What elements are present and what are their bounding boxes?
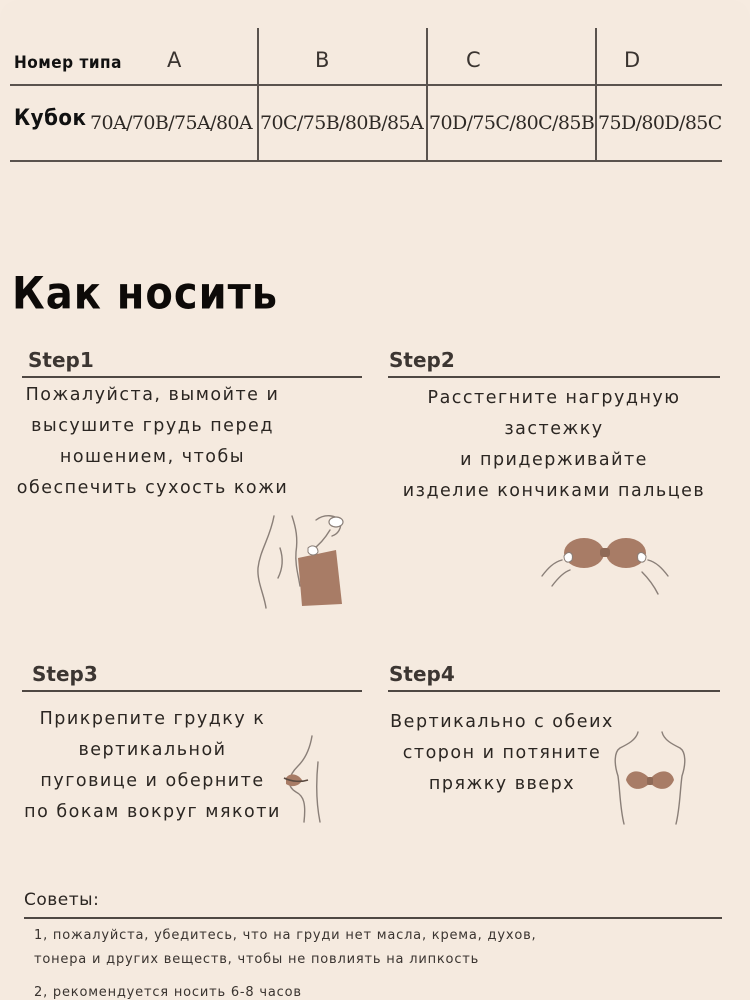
step-2-text: Расстегните нагрудную застежку и придерживайте изделие кончиками пальцев [402, 388, 706, 501]
table-bottom-border [10, 160, 722, 162]
tip-line-1: 1, пожалуйста, убедитесь, что на груди нет масла, крема, духов, [34, 928, 537, 943]
column-letter-b: B [315, 48, 330, 72]
cup-sizes-a: 70A/70B/75A/80A [90, 112, 253, 134]
side-profile-icon [276, 732, 326, 824]
tips-title: Советы: [24, 890, 100, 910]
type-number-header: Номер типа [14, 53, 122, 73]
step-2-label: Step2 [389, 348, 455, 372]
bra-cups-icon [538, 526, 672, 600]
size-table [0, 0, 750, 165]
tip-line-2: тонера и других веществ, чтобы не повлиять на липкость [34, 952, 480, 967]
step-4-rule [388, 690, 720, 692]
how-to-wear-title: Как носить [12, 268, 279, 320]
cup-sizes-b: 70C/75B/80B/85A [260, 112, 424, 134]
table-column-divider [426, 28, 428, 161]
step-3-label: Step3 [32, 662, 98, 686]
tips-rule [24, 917, 722, 919]
table-column-divider [257, 28, 259, 161]
front-torso-icon [610, 730, 690, 826]
cup-sizes-d: 75D/80D/85C [598, 112, 722, 134]
column-letter-a: A [167, 48, 182, 72]
step-1-rule [22, 376, 362, 378]
shower-icon [252, 508, 362, 612]
table-column-divider [595, 28, 597, 161]
step-1-text: Пожалуйста, вымойте и высушите грудь перед ношением, чтобы обеспечить сухость кожи [16, 385, 289, 498]
step-4-label: Step4 [389, 662, 455, 686]
cup-header: Кубок [14, 106, 87, 131]
step-4-text: Вертикально с обеих сторон и потяните пряжку вверх [390, 712, 614, 794]
step-3-text: Прикрепите грудку к вертикальной пуговице и оберните по бокам вокруг мякоти [24, 709, 281, 822]
step-1-label: Step1 [28, 348, 94, 372]
table-row-divider [10, 84, 722, 86]
step-3-rule [22, 690, 362, 692]
column-letter-c: C [466, 48, 481, 72]
cup-sizes-c: 70D/75C/80C/85B [429, 112, 595, 134]
tip-line-3: 2, рекомендуется носить 6-8 часов [34, 985, 302, 1000]
step-2-rule [388, 376, 720, 378]
column-letter-d: D [624, 48, 641, 72]
